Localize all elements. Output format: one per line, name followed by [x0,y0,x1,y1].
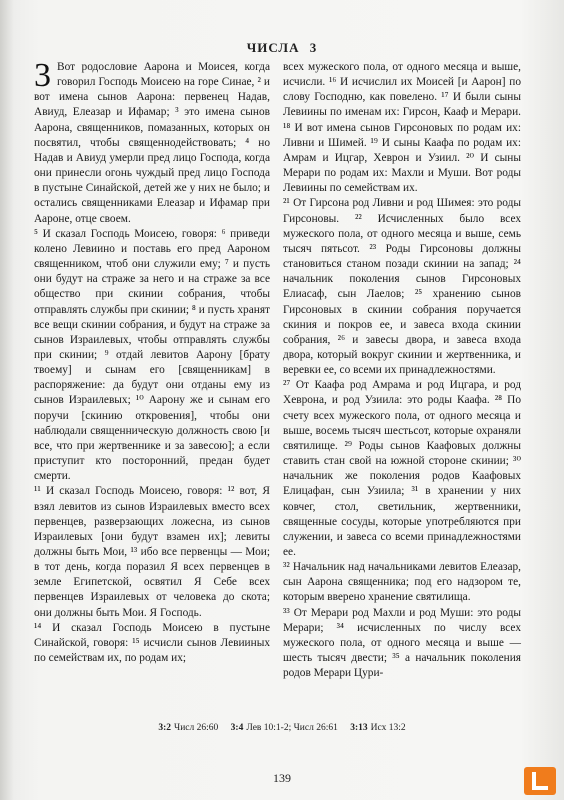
right-column [283,60,521,681]
cross-references [0,723,564,733]
paragraph: ¹⁴ И сказал Господь Моисею в пустыне Синайской, говоря: ¹⁵ исчисли сынов Левииных по семействам их, по родам их; [34,621,270,665]
footnote-text: Исх 13:2 [370,723,406,733]
page-number: 139 [273,771,291,785]
paragraph: ⁵ И сказал Господь Моисею, говоря: ⁶ приведи колено Левиино и поставь его пред Аароном священником, чтоб они служили ему; ⁷ и пусть они будут на страже за него и на страже за все общество при скинии собрания, чтобы отправлять службы при скинии; ⁸ и пусть хранят все вещи скинии собрания, и будут на страже за сынов Израилевых, чтобы отправлять службы при скинии; ⁹ отдай левитов Аарону [брату твоему] и сынам его [священникам] в распоряжение: да будут они отданы ему из сынов Израилевых; ¹⁰ Аарону же и сынам его поручи [скинию откровения], чтобы они наблюдали священническую должность свою [и все, что при жертвеннике и за завесою]; а если приступит кто посторонний, предан будет смерти. [34,227,270,483]
bookstore-logo-icon [524,767,556,795]
footnote-text: Лев 10:1-2; Числ 26:61 [246,723,338,733]
paragraph: ³² Начальник над начальниками левитов Елеазар, сын Аарона священника; под его надзором те, которым вверено хранение святилища. [283,561,521,604]
footnote-text: Числ 26:60 [174,723,219,733]
footnote-ref: 3:13 [350,723,368,733]
footnote-ref: 3:2 [158,723,172,733]
paragraph-text: Вот родословие Аарона и Моисея, когда говорил Господь Моисею на горе Синае, ² и вот имена сынов Аарона: первенец Надав, Авиуд, Елеазар и Ифамар; ³ это имена сынов Аарона, священников, помазанных, которых он посвятил, чтобы священнодействовать; ⁴ но Надав и Авиуд умерли пред лицо Господа, когда они принесли огонь чуждый пред лицо Господа в пустыне Синайской, детей же у них не было; и остались священниками Елеазар и Ифамар при Аароне, отце своем. [34,61,270,225]
chapter-drop-cap: 3 [34,57,51,94]
chapter-number: 3 [309,40,318,55]
left-column [34,57,270,666]
paragraph [34,57,270,227]
paragraph: всех мужеского пола, от одного месяца и выше, исчисли. ¹⁶ И исчислил их Моисей [и Аарон] по слову Господню, как повелено. ¹⁷ И были сыны Левиины по именам их: Гирсон, Кааф и Мерари. ¹⁸ И вот имена сынов Гирсоновых по родам их: Ливни и Шимей. ¹⁹ И сыны Каафа по родам их: Амрам и Ицгар, Хеврон и Узиил. ²⁰ И сыны Мерари по родам их: Махли и Муши. Вот роды Левиины по семействам их. [283,61,521,195]
paragraph: ³³ От Мерари род Махли и род Муши: это роды Мерари; ³⁴ исчисленных по числу всех мужеского пола, от одного месяца и выше — шесть тысяч двести; ³⁵ а начальник поколения родов Мерари Цури- [283,606,521,680]
paragraph: ¹¹ И сказал Господь Моисею, говоря: ¹² вот, Я взял левитов из сынов Израилевых вместо всех первенцев, разверзающих ложесна, из сынов Израилевых [они будут взамен их]; левиты должны быть Мои, ¹³ ибо все первенцы — Мои; в тот день, когда поразил Я всех первенцев в земле Египетской, освятил Я Себе всех первенцев Израилевых от человека до скота; они должны быть Мои. Я Господь. [34,485,270,619]
paragraph: ²⁷ От Каафа род Амрама и род Ицгара, и род Хеврона, и род Узиила: это роды Каафа. ²⁸ По счету всех мужеского пола, от одного месяца и выше, восемь тысяч шестьсот, которые охраняли святилище. ²⁹ Роды сынов Каафовых должны ставить стан свой на южной стороне скинии; ³⁰ начальник же поколения родов Каафовых Елицафан, сын Узиила; ³¹ в хранении у них ковчег, стол, светильник, жертвенники, священные сосуды, которые употребляются при служении, и завеса со всеми принадлежностями ее. [283,379,521,558]
running-header [0,40,564,56]
book-title: ЧИСЛА [246,40,300,55]
footnote-ref: 3:4 [230,723,244,733]
paragraph: ²¹ От Гирсона род Ливни и род Шимея: это роды Гирсоновы. ²² Исчисленных было всех мужеского пола, от одного месяца и выше, семь тысяч пятьсот. ²³ Роды Гирсоновы должны становиться станом позади скинии на запад; ²⁴ начальник поколения сынов Гирсоновых Елиасаф, сын Лаелов; ²⁵ хранению сынов Гирсоновых в скинии собрания поручается скиния и покров ее, и завеса входа скинии собрания, ²⁶ и завесы двора, и завеса входа двора, который вокруг скинии и жертвенника, и веревки ее, со всеми их принадлежностями. [283,197,521,377]
